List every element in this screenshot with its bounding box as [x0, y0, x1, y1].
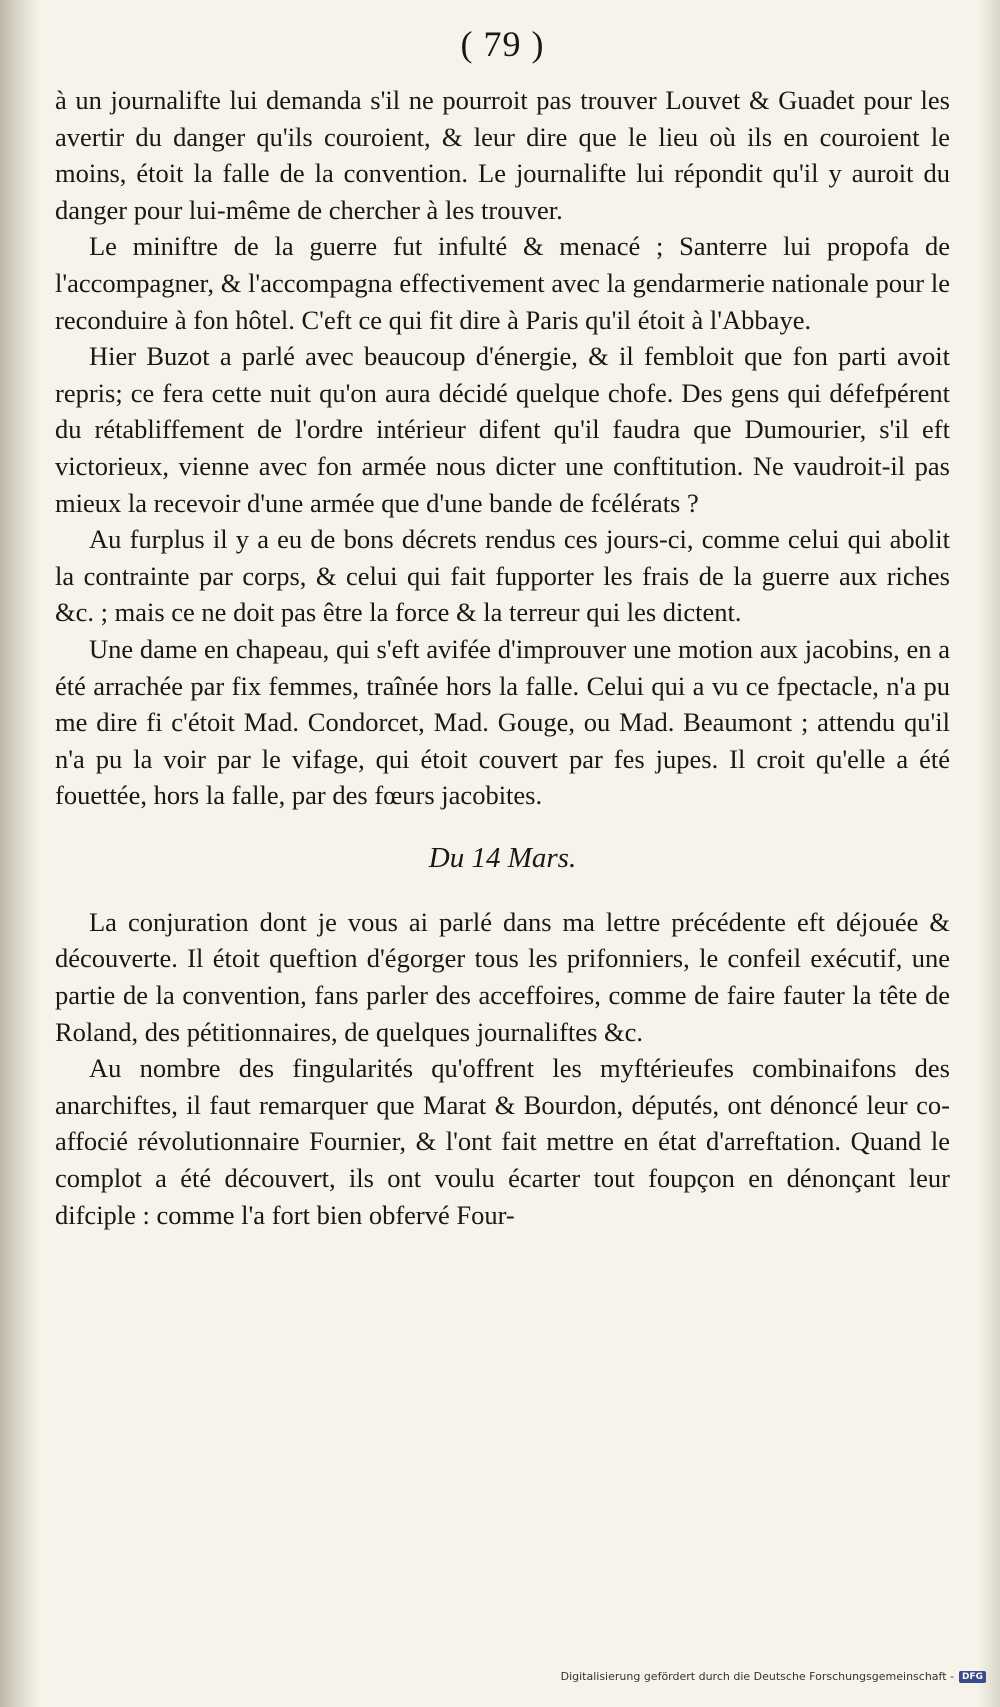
dfg-logo: DFG	[959, 1671, 986, 1683]
page-edge	[978, 0, 1000, 1707]
section-heading: Du 14 Mars.	[428, 841, 577, 874]
section-paragraph-2: Au nombre des fingularités qu'offrent les myftérieufes combinaifons des anarchiftes, il faut remarquer que Marat & Bourdon, députés, ont dénoncé leur co-affocié révolutionnaire Fournier, & l'ont fait mettre en état d'arreftation. Quand le complot a été découvert, ils ont voulu écarter tout foupçon en dénonçant leur difciple : comme l'a fort bien obfervé Four-	[55, 1053, 950, 1230]
paragraph-3: Hier Buzot a parlé avec beaucoup d'énergie, & il fembloit que fon parti avoit repris; ce fera cette nuit qu'on aura décidé quelque chofe. Des gens qui défefpérent du rétabliffement de l'ordre intérieur difent qu'il faudra que Dumourier, s'il eft victorieux, vienne avec fon armée nous dicter une conftitution. Ne vaudroit-il pas mieux la recevoir d'une armée que d'une bande de fcélérats ?	[55, 341, 950, 518]
paragraph-5: Une dame en chapeau, qui s'eft avifée d'improuver une motion aux jacobins, en a été arrachée par fix femmes, traînée hors la falle. Celui qui a vu ce fpectacle, n'a pu me dire fi c'étoit Mad. Condorcet, Mad. Gouge, ou Mad. Beaumont ; attendu qu'il n'a pu la voir par le vifage, qui étoit couvert par fes jupes. Il croit qu'elle a été fouettée, hors la falle, par des fœurs jacobites.	[55, 633, 950, 811]
section-paragraph-1: La conjuration dont je vous ai parlé dans ma lettre précédente eft déjouée & découverte. Il étoit queftion d'égorger tous les prifonniers, le confeil exécutif, une partie de la convention, fans parler des acceffoires, comme de faire fauter la tête de Roland, des pétitionnaires, de quelques journaliftes &c.	[55, 906, 950, 1047]
page-number: ( 79 )	[460, 24, 545, 64]
binding-shadow	[0, 0, 40, 1707]
paragraph-4: Au furplus il y a eu de bons décrets rendus ces jours-ci, comme celui qui abolit la contrainte par corps, & celui qui fait fupporter les frais de la guerre aux riches &c. ; mais ce ne doit pas être la force & la terreur qui les dictent.	[55, 524, 950, 628]
digitization-credit	[561, 1670, 986, 1683]
paragraph-2: Le miniftre de la guerre fut infulté & menacé ; Santerre lui propofa de l'accompagner, & l'accompagna effectivement avec la gendarmerie nationale pour le reconduire à fon hôtel. C'eft ce qui fit dire à Paris qu'il étoit à l'Abbaye.	[55, 231, 950, 335]
credit-text: Digitalisierung gefördert durch die Deutsche Forschungsgemeinschaft -	[560, 1670, 954, 1683]
text-block	[55, 0, 950, 1233]
paragraph-1: à un journalifte lui demanda s'il ne pourroit pas trouver Louvet & Guadet pour les avertir du danger qu'ils couroient, & leur dire que le lieu où ils en couroient le moins, étoit la falle de la convention. Le journalifte lui répondit qu'il y auroit du danger pour lui-même de chercher à les trouver.	[55, 85, 950, 225]
